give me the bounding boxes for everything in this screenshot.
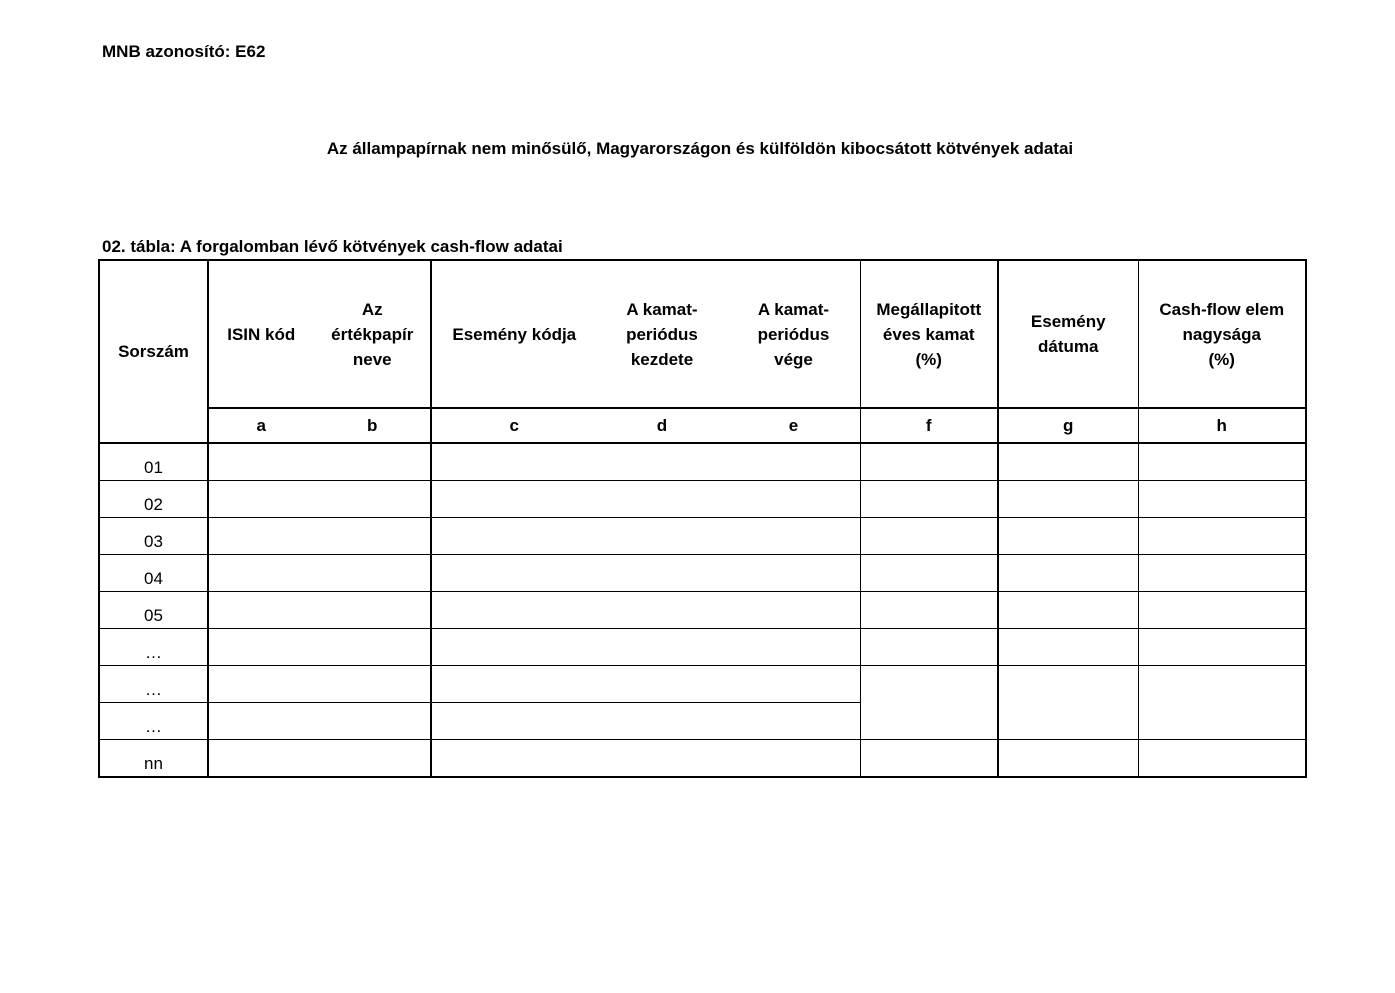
cell[interactable] — [998, 443, 1138, 481]
row-number: 05 — [99, 592, 208, 629]
cell[interactable] — [208, 443, 314, 481]
cell[interactable] — [998, 666, 1138, 740]
cell[interactable] — [860, 555, 998, 592]
cell[interactable] — [727, 555, 860, 592]
header-cashflow-size: Cash-flow elem nagysága (%) — [1138, 260, 1306, 408]
cell[interactable] — [314, 592, 431, 629]
cell[interactable] — [314, 555, 431, 592]
cell[interactable] — [860, 443, 998, 481]
cell[interactable] — [1138, 740, 1306, 778]
cell[interactable] — [597, 555, 727, 592]
document-id: MNB azonosító: E62 — [102, 42, 266, 61]
cell[interactable] — [1138, 481, 1306, 518]
cell[interactable] — [314, 629, 431, 666]
cell[interactable] — [1138, 666, 1306, 740]
header-sorszam: Sorszám — [99, 260, 208, 443]
cell[interactable] — [208, 666, 314, 703]
cell[interactable] — [208, 740, 314, 778]
cell[interactable] — [314, 740, 431, 778]
cell[interactable] — [431, 740, 597, 778]
cell[interactable] — [597, 666, 727, 703]
cell[interactable] — [431, 592, 597, 629]
row-number: nn — [99, 740, 208, 778]
column-letter: d — [597, 408, 727, 443]
cell[interactable] — [431, 481, 597, 518]
cell[interactable] — [314, 666, 431, 703]
column-letter: b — [314, 408, 431, 443]
row-number: 04 — [99, 555, 208, 592]
header-annual-rate: Megállapitott éves kamat (%) — [860, 260, 998, 408]
cell[interactable] — [1138, 518, 1306, 555]
table-row — [99, 443, 1306, 481]
table-row — [99, 740, 1306, 778]
table-title: 02. tábla: A forgalomban lévő kötvények cash-flow adatai — [102, 237, 563, 256]
cell[interactable] — [860, 740, 998, 778]
row-number: 02 — [99, 481, 208, 518]
header-isin: ISIN kód — [208, 260, 314, 408]
page-title: Az állampapírnak nem minősülő, Magyarországon és külföldön kibocsátott kötvények adatai — [326, 139, 1074, 158]
column-letter: h — [1138, 408, 1306, 443]
row-number: … — [99, 703, 208, 740]
cell[interactable] — [998, 555, 1138, 592]
cell[interactable] — [314, 518, 431, 555]
cell[interactable] — [1138, 592, 1306, 629]
cell[interactable] — [727, 629, 860, 666]
column-letter: c — [431, 408, 597, 443]
cell[interactable] — [727, 666, 860, 703]
cell[interactable] — [727, 518, 860, 555]
cell[interactable] — [998, 592, 1138, 629]
row-number: … — [99, 629, 208, 666]
header-event-date: Esemény dátuma — [998, 260, 1138, 408]
table-row — [99, 481, 1306, 518]
cell[interactable] — [208, 481, 314, 518]
cell[interactable] — [1138, 443, 1306, 481]
header-period-start: A kamat- periódus kezdete — [597, 260, 727, 408]
cell[interactable] — [860, 666, 998, 740]
cell[interactable] — [431, 443, 597, 481]
cell[interactable] — [431, 629, 597, 666]
cell[interactable] — [860, 481, 998, 518]
cell[interactable] — [597, 481, 727, 518]
row-number: 03 — [99, 518, 208, 555]
cell[interactable] — [431, 666, 597, 703]
cell[interactable] — [860, 592, 998, 629]
cell[interactable] — [727, 481, 860, 518]
column-letter: a — [208, 408, 314, 443]
cell[interactable] — [597, 518, 727, 555]
cell[interactable] — [208, 629, 314, 666]
cell[interactable] — [431, 555, 597, 592]
table-row — [99, 555, 1306, 592]
header-period-end: A kamat- periódus vége — [727, 260, 860, 408]
cell[interactable] — [998, 518, 1138, 555]
cell[interactable] — [597, 740, 727, 778]
cell[interactable] — [597, 703, 727, 740]
cell[interactable] — [208, 592, 314, 629]
cell[interactable] — [314, 481, 431, 518]
cell[interactable] — [727, 740, 860, 778]
table-row — [99, 629, 1306, 666]
cell[interactable] — [998, 629, 1138, 666]
cell[interactable] — [208, 703, 314, 740]
column-letter: e — [727, 408, 860, 443]
cell[interactable] — [597, 629, 727, 666]
cell[interactable] — [314, 443, 431, 481]
cell[interactable] — [597, 443, 727, 481]
header-event-code: Esemény kódja — [431, 260, 597, 408]
cell[interactable] — [727, 703, 860, 740]
cell[interactable] — [860, 629, 998, 666]
table-row — [99, 592, 1306, 629]
row-number: … — [99, 666, 208, 703]
cell[interactable] — [208, 518, 314, 555]
row-number: 01 — [99, 443, 208, 481]
cell[interactable] — [314, 703, 431, 740]
cell[interactable] — [998, 481, 1138, 518]
cell[interactable] — [1138, 555, 1306, 592]
cell[interactable] — [998, 740, 1138, 778]
cell[interactable] — [597, 592, 727, 629]
column-letter: g — [998, 408, 1138, 443]
cell[interactable] — [431, 518, 597, 555]
cell[interactable] — [727, 443, 860, 481]
column-letter: f — [860, 408, 998, 443]
header-security-name: Az értékpapír neve — [314, 260, 431, 408]
cell[interactable] — [1138, 629, 1306, 666]
cashflow-table — [98, 259, 1307, 778]
table-row — [99, 666, 1306, 703]
cell[interactable] — [431, 703, 597, 740]
table-row — [99, 518, 1306, 555]
cell[interactable] — [860, 518, 998, 555]
cell[interactable] — [727, 592, 860, 629]
cell[interactable] — [208, 555, 314, 592]
